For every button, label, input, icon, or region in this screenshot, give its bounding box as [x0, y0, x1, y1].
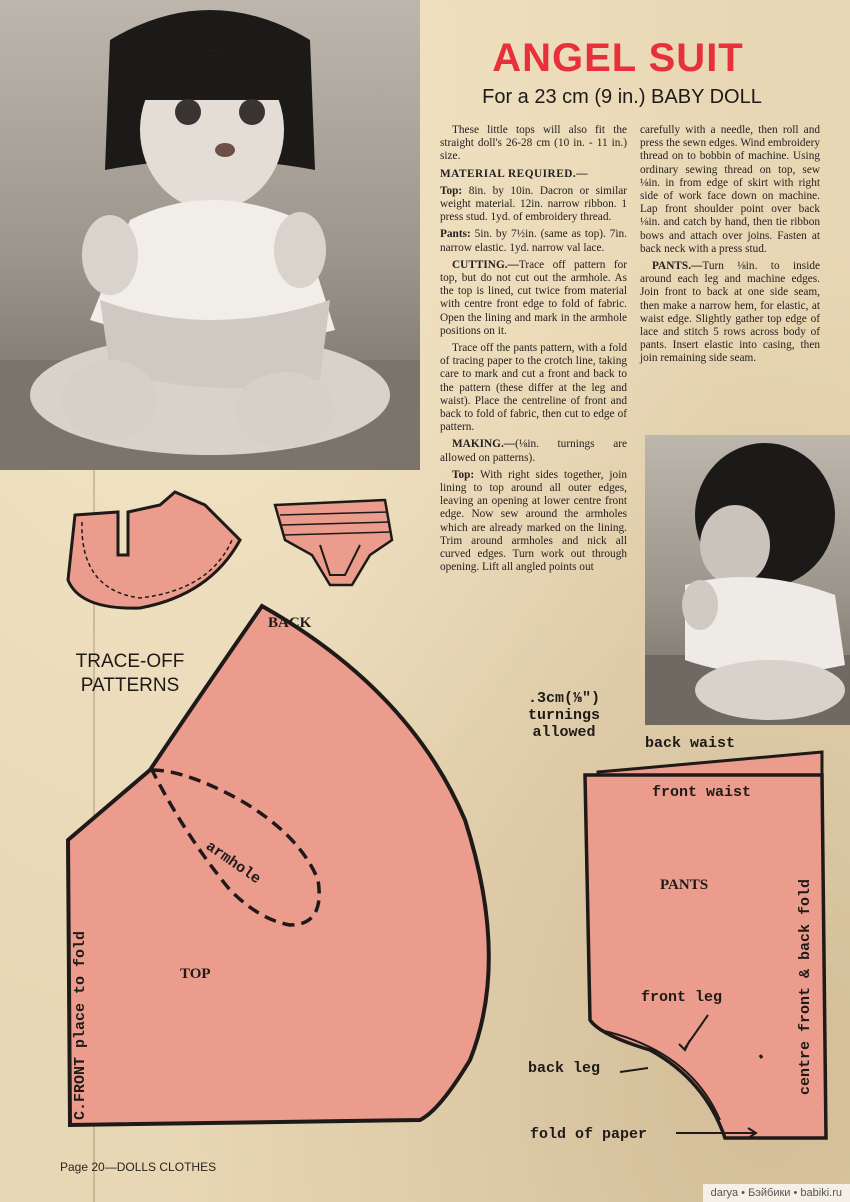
cutting-text: Trace off pattern for top, but do not cut out the armhole. As the top is lined, cut twice from material with centre front edge to fold of fabric. Open the lining and mark in the armhole positions on it.	[440, 258, 627, 337]
label-centre-front-back-fold: centre front & back fold	[797, 878, 814, 1095]
pants-material-text: 5in. by 7½in. (same as top). 7in. narrow elastic. 1yd. narrow val lace.	[440, 228, 628, 254]
making-text: (⅛in. turnings are allowed on patterns).	[440, 438, 627, 464]
article-subtitle: For a 23 cm (9 in.) BABY DOLL	[482, 86, 762, 108]
turnings-note	[514, 690, 614, 741]
article-title: ANGEL SUIT	[492, 36, 744, 80]
material-heading-text: MATERIAL REQUIRED.—	[440, 167, 589, 180]
top-material-text: 8in. by 10in. Dacron or similar weight material. 12in. narrow ribbon. 1 press stud. 1yd. of embroidery thread.	[440, 184, 628, 224]
turnings-line-3: allowed	[532, 724, 596, 741]
label-top: TOP	[180, 966, 211, 982]
making-label: MAKING.—	[452, 438, 516, 451]
label-back: BACK	[268, 615, 312, 631]
label-fold-of-paper: fold of paper	[530, 1126, 648, 1143]
label-pants: PANTS	[660, 877, 709, 893]
page-footer: Page 20—DOLLS CLOTHES	[60, 1160, 217, 1174]
top-making-text: With right sides together, join lining to top around all outer edges, leaving an opening at lower centre front edge. Now sew around the armholes which are already marked on the lining. Trim around armholes and nick all curved edges. Turn work out through opening. Lift all angled points out	[440, 468, 627, 574]
label-centre-front-fold: C.FRONT place to fold	[72, 930, 89, 1120]
top-making-label: Top:	[452, 468, 475, 481]
top-thumbnail	[68, 492, 240, 608]
pants-label: Pants:	[440, 228, 471, 241]
turnings-line-2: turnings	[527, 707, 600, 724]
label-back-waist: back waist	[645, 735, 736, 752]
label-armhole: armhole	[202, 838, 264, 889]
pants-making-label: PANTS.—	[652, 260, 703, 273]
finishing-paragraph: carefully with a needle, then roll and press the sewn edges. Wind embroidery thread on to bobbin of machine. Using ordinary sewing thread on top, sew ⅛in. in from edge of skirt with right side of work face down on machine. Lap front shoulder point over back ⅛in. and catch by hand, then tie ribbon bows and attach over joins. Fasten at back neck with a press stud.	[640, 124, 820, 255]
pants-making-text: Turn ⅛in. to inside around each leg and machine edges. Join front to back at one side seam, then make a narrow hem, for elastic, at waist edge. Slightly gather top edge of lace and stitch 5 rows across body of pants. Insert elastic into casing, then join remaining side seam.	[640, 260, 820, 365]
label-front-leg: front leg	[641, 989, 723, 1006]
pants-pattern	[585, 752, 826, 1138]
trace-off-line-1: TRACE-OFF	[75, 651, 185, 672]
label-back-leg: back leg	[528, 1060, 601, 1077]
pants-thumbnail	[275, 500, 392, 585]
label-front-waist: front waist	[652, 784, 752, 801]
watermark-credit: darya • Бэйбики • babiki.ru	[703, 1184, 850, 1202]
top-label: Top:	[440, 184, 463, 197]
turnings-line-1: .3cm(⅛")	[527, 690, 600, 707]
cutting-label: CUTTING.—	[452, 258, 519, 271]
intro-paragraph: These little tops will also fit the straight doll's 26-28 cm (10 in. - 11 in.) size.	[440, 124, 627, 163]
trace-off-line-2: PATTERNS	[80, 675, 180, 696]
trace-pants-paragraph: Trace off the pants pattern, with a fold of tracing paper to the crotch line, taking care to mark and cut a front and back to the pattern (these differ at the leg and waist). Place the centreline of front and back to fold of fabric, then cut to edge of pattern.	[440, 342, 627, 434]
top-pattern	[68, 606, 489, 1125]
